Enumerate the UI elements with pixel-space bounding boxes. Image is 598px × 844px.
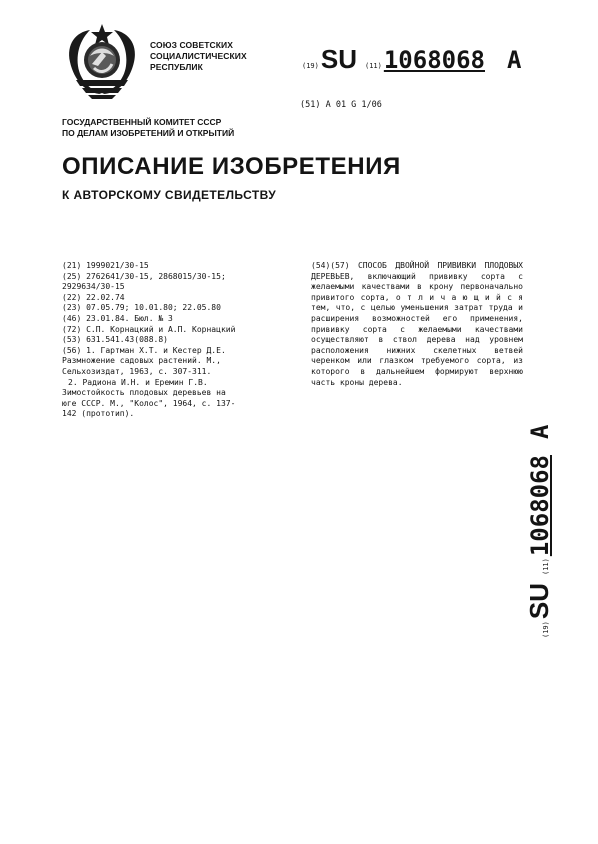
bibliographic-data: [62, 261, 300, 420]
biblio-line: юге СССР. М., "Колос", 1964, с. 137-: [62, 398, 236, 408]
country-code: SU: [320, 44, 357, 74]
biblio-line: 2. Радиона И.Н. и Еремин Г.В.: [68, 377, 208, 387]
biblio-line: Зимостойкость плодовых деревьев на: [62, 388, 226, 398]
biblio-line: 2929634/30-15: [62, 282, 125, 292]
biblio-line: (72) С.П. Корнацкий и А.П. Корнацкий: [62, 324, 236, 334]
publication-number: [300, 44, 521, 75]
country-code: SU: [524, 583, 554, 620]
country-line: РЕСПУБЛИК: [150, 62, 203, 72]
abstract-text: (54)(57) СПОСОБ ДВОЙНОЙ ПРИВИВКИ ПЛОДОВЫХ ДЕРЕВЬЕВ, включающий прививку сорта с желаемыми качествами в крону первоначально привитого сорта, о т л и ч а ю щ и й с я тем, что, с целью уменьшения затрат труда и расширения возможностей его применения, прививку сорта с желаемыми качествами осуществляют в ствол дерева над уровнем расположения нижних скелетных ветвей черенком или глазком требуемого сорта, из которого в дальнейшем формируют верхнюю часть кроны дерева.: [311, 261, 523, 387]
biblio-line: (21) 1999021/30-15: [62, 261, 149, 270]
country-line: СОЦИАЛИСТИЧЕСКИХ: [150, 51, 247, 61]
biblio-line: (46) 23.01.84. Бюл. № 3: [62, 313, 173, 323]
country-name: [150, 40, 247, 73]
document-subtitle: К АВТОРСКОМУ СВИДЕТЕЛЬСТВУ: [62, 188, 277, 202]
biblio-line: 142 (прототип).: [62, 409, 135, 419]
biblio-line: (22) 22.02.74: [62, 292, 125, 302]
vertical-publication-number: [524, 425, 555, 640]
country-line: СОЮЗ СОВЕТСКИХ: [150, 40, 234, 50]
patent-number: 1068068: [383, 46, 485, 74]
inid-code-19: (19): [542, 621, 550, 638]
committee-line: ПО ДЕЛАМ ИЗОБРЕТЕНИЙ И ОТКРЫТИЙ: [62, 128, 235, 138]
biblio-line: (25) 2762641/30-15, 2868015/30-15;: [62, 271, 226, 281]
biblio-line: (56) 1. Гартман Х.Т. и Кестер Д.Е.: [62, 345, 226, 355]
committee-line: ГОСУДАРСТВЕННЫЙ КОМИТЕТ СССР: [62, 117, 222, 127]
kind-code: A: [507, 46, 522, 74]
biblio-line: Сельхозиздат, 1963, с. 307-311.: [62, 366, 212, 376]
committee-name: [62, 117, 234, 139]
biblio-line: (23) 07.05.79; 10.01.80; 22.05.80: [62, 303, 221, 313]
document-title: ОПИСАНИЕ ИЗОБРЕТЕНИЯ: [62, 153, 401, 180]
biblio-line: Размножение садовых растений. М.,: [62, 356, 221, 366]
biblio-line: (53) 631.541.43(088.8): [62, 335, 168, 345]
patent-number: 1068068: [526, 455, 554, 557]
inid-code-11: (11): [364, 62, 382, 70]
inid-code-19: (19): [302, 62, 319, 70]
kind-code: A: [526, 424, 554, 439]
state-emblem-icon: [62, 22, 142, 102]
inid-code-11: (11): [542, 558, 550, 576]
ipc-classification: (51) А 01 G 1/06: [300, 100, 382, 110]
